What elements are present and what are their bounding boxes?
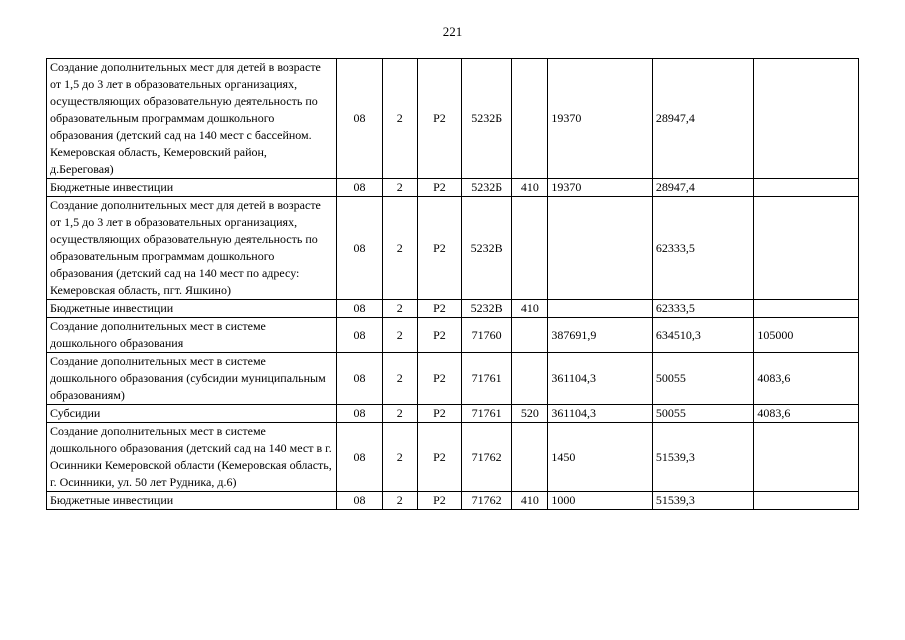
row-name: Бюджетные инвестиции [47, 492, 337, 510]
budget-table [46, 58, 859, 510]
row-name: Создание дополнительных мест в системе дошкольного образования [47, 318, 337, 353]
row-expense-type: 410 [512, 300, 548, 318]
row-value-1 [548, 197, 653, 300]
row-expense-type [512, 353, 548, 405]
row-name: Создание дополнительных мест в системе дошкольного образования (детский сад на 140 мест в г. Осинники Кемеровской области (Кемеровская область, г. Осинники, ул. 50 лет Рудника, д.6) [47, 423, 337, 492]
row-program: P2 [417, 197, 461, 300]
row-section: 08 [337, 353, 382, 405]
row-value-3 [754, 179, 859, 197]
row-name: Создание дополнительных мест для детей в возрасте от 1,5 до 3 лет в образовательных организациях, осуществляющих образовательную деятельность по образовательным программам дошкольного образования (детский сад на 140 мест по адресу: Кемеровская область, пгт. Яшкино) [47, 197, 337, 300]
row-code: 71760 [462, 318, 512, 353]
row-value-1 [548, 300, 653, 318]
row-expense-type [512, 197, 548, 300]
row-section: 08 [337, 423, 382, 492]
row-value-3 [754, 423, 859, 492]
row-subsection: 2 [382, 423, 417, 492]
table-row [47, 59, 859, 179]
row-name: Бюджетные инвестиции [47, 179, 337, 197]
row-value-1: 19370 [548, 179, 653, 197]
row-code: 71761 [462, 353, 512, 405]
row-value-3 [754, 197, 859, 300]
row-section: 08 [337, 197, 382, 300]
row-program: P2 [417, 59, 461, 179]
table-row [47, 300, 859, 318]
row-name: Создание дополнительных мест для детей в возрасте от 1,5 до 3 лет в образовательных организациях, осуществляющих образовательную деятельность по образовательным программам дошкольного образования (детский сад на 140 мест с бассейном. Кемеровская область, Кемеровский район, д.Береговая) [47, 59, 337, 179]
table-row [47, 179, 859, 197]
row-name: Бюджетные инвестиции [47, 300, 337, 318]
row-section: 08 [337, 59, 382, 179]
row-section: 08 [337, 492, 382, 510]
row-code: 71761 [462, 405, 512, 423]
row-value-3 [754, 492, 859, 510]
row-value-3 [754, 59, 859, 179]
row-subsection: 2 [382, 197, 417, 300]
row-code: 5232Б [462, 59, 512, 179]
row-program: P2 [417, 492, 461, 510]
row-value-1: 361104,3 [548, 353, 653, 405]
row-expense-type: 520 [512, 405, 548, 423]
row-subsection: 2 [382, 59, 417, 179]
row-subsection: 2 [382, 179, 417, 197]
row-code: 5232Б [462, 179, 512, 197]
row-expense-type: 410 [512, 179, 548, 197]
row-program: P2 [417, 405, 461, 423]
table-row [47, 423, 859, 492]
row-value-2: 634510,3 [652, 318, 754, 353]
row-subsection: 2 [382, 492, 417, 510]
row-expense-type: 410 [512, 492, 548, 510]
table-row [47, 318, 859, 353]
row-expense-type [512, 318, 548, 353]
row-section: 08 [337, 405, 382, 423]
row-subsection: 2 [382, 300, 417, 318]
row-code: 5232В [462, 300, 512, 318]
row-section: 08 [337, 318, 382, 353]
row-expense-type [512, 59, 548, 179]
row-value-1: 387691,9 [548, 318, 653, 353]
row-program: P2 [417, 353, 461, 405]
row-value-2: 28947,4 [652, 59, 754, 179]
row-code: 5232В [462, 197, 512, 300]
row-subsection: 2 [382, 318, 417, 353]
row-name: Субсидии [47, 405, 337, 423]
row-name: Создание дополнительных мест в системе дошкольного образования (субсидии муниципальным образованиям) [47, 353, 337, 405]
row-program: P2 [417, 179, 461, 197]
row-value-2: 51539,3 [652, 423, 754, 492]
row-value-3: 105000 [754, 318, 859, 353]
row-value-3: 4083,6 [754, 405, 859, 423]
row-value-1: 1450 [548, 423, 653, 492]
row-code: 71762 [462, 423, 512, 492]
row-subsection: 2 [382, 405, 417, 423]
row-section: 08 [337, 179, 382, 197]
row-expense-type [512, 423, 548, 492]
row-code: 71762 [462, 492, 512, 510]
table-row [47, 405, 859, 423]
row-value-1: 361104,3 [548, 405, 653, 423]
row-value-2: 62333,5 [652, 300, 754, 318]
page-number: 221 [442, 24, 463, 39]
row-program: P2 [417, 423, 461, 492]
row-subsection: 2 [382, 353, 417, 405]
row-value-1: 19370 [548, 59, 653, 179]
row-value-3 [754, 300, 859, 318]
table-row [47, 197, 859, 300]
row-value-2: 50055 [652, 353, 754, 405]
row-value-2: 28947,4 [652, 179, 754, 197]
row-value-3: 4083,6 [754, 353, 859, 405]
row-value-1: 1000 [548, 492, 653, 510]
row-section: 08 [337, 300, 382, 318]
row-program: P2 [417, 300, 461, 318]
row-value-2: 51539,3 [652, 492, 754, 510]
row-program: P2 [417, 318, 461, 353]
row-value-2: 50055 [652, 405, 754, 423]
table-row [47, 353, 859, 405]
table-row [47, 492, 859, 510]
row-value-2: 62333,5 [652, 197, 754, 300]
